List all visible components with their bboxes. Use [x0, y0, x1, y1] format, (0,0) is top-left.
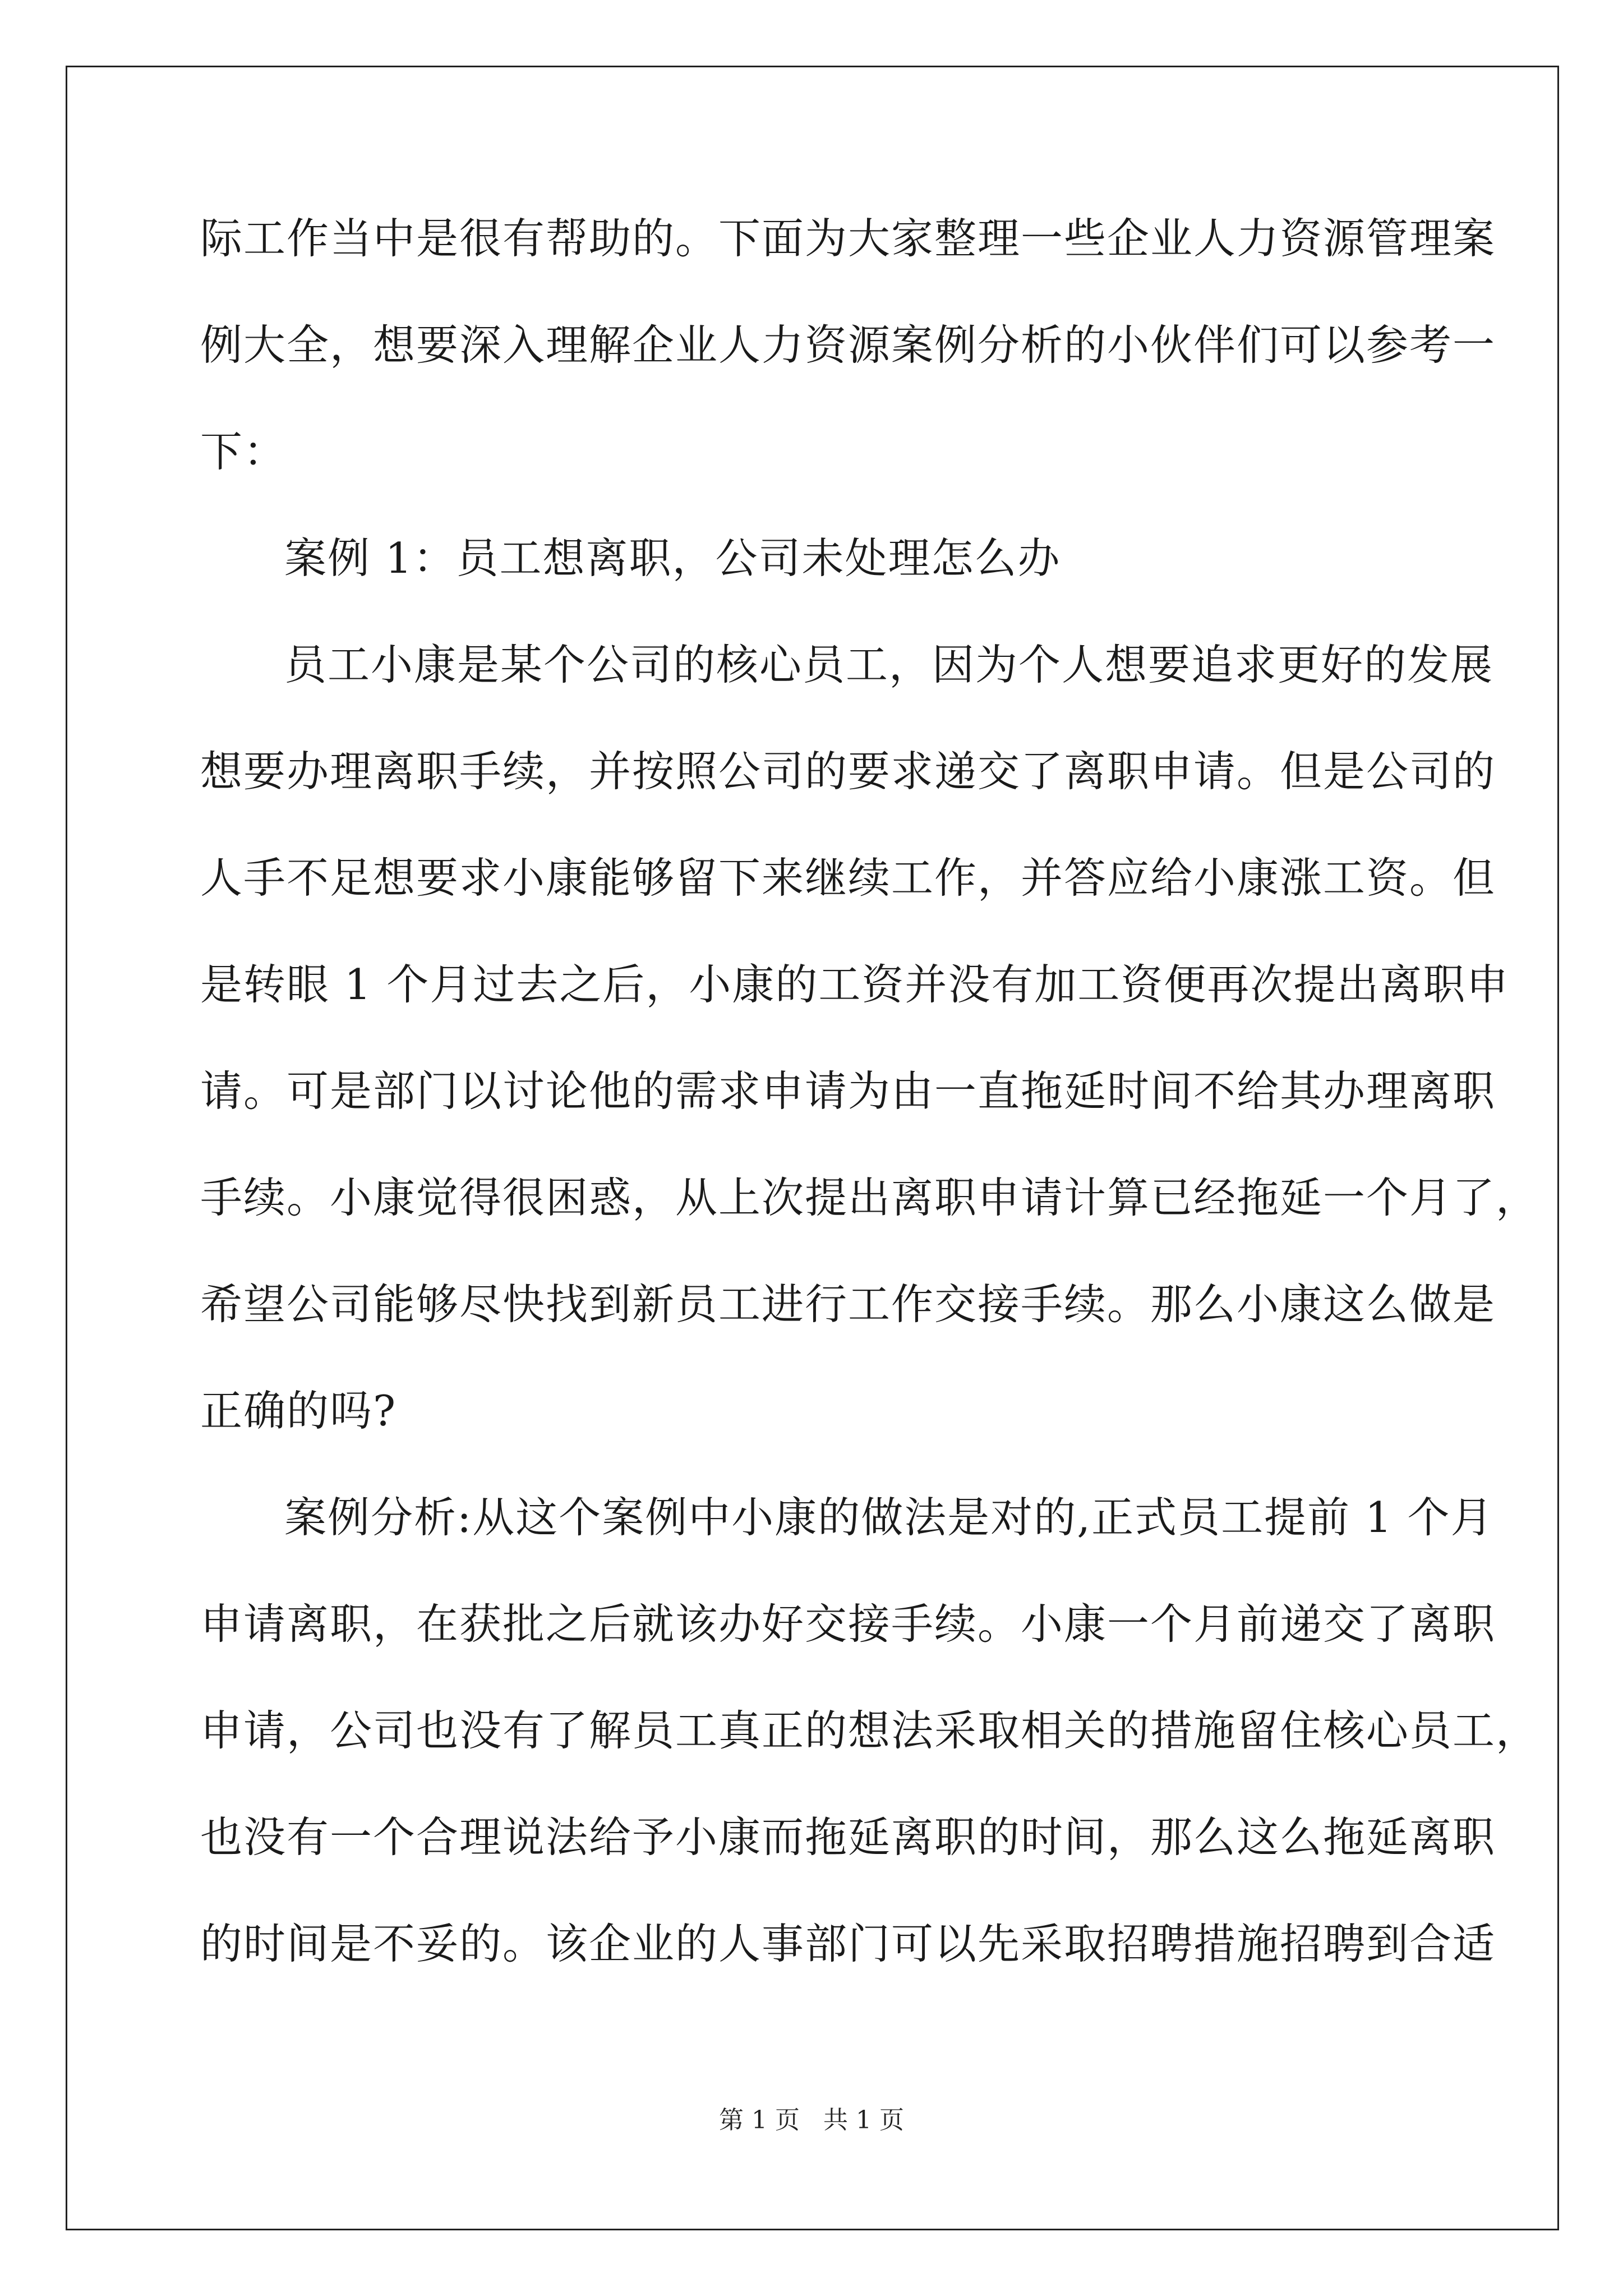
- text-line: 申请离职，在获批之后就该办好交接手续。小康一个月前递交了离职: [200, 1599, 1496, 1649]
- page-total: 共 1 页: [823, 2106, 904, 2134]
- text-line: 手续。小康觉得很困惑，从上次提出离职申请计算已经拖延一个月了，: [200, 1173, 1539, 1222]
- text-line: 请。可是部门以讨论他的需求申请为由一直拖延时间不给其办理离职: [200, 1066, 1496, 1116]
- text-line: 人手不足想要求小康能够留下来继续工作，并答应给小康涨工资。但: [200, 853, 1496, 903]
- text-line: 是转眼 1 个月过去之后，小康的工资并没有加工资便再次提出离职申: [200, 960, 1510, 1009]
- text-line: 际工作当中是很有帮助的。下面为大家整理一些企业人力资源管理案: [200, 214, 1496, 263]
- text-line: 申请，公司也没有了解员工真正的想法采取相关的措施留住核心员工，: [200, 1706, 1539, 1755]
- paragraph-start-line: 员工小康是某个公司的核心员工，因为个人想要追求更好的发展: [284, 640, 1494, 689]
- page-number: 第 1 页: [719, 2106, 800, 2134]
- text-line: 希望公司能够尽快找到新员工进行工作交接手续。那么小康这么做是: [200, 1280, 1496, 1329]
- page-footer: [0, 2104, 1623, 2137]
- case-heading: 案例 1：员工想离职，公司未处理怎么办: [284, 533, 1061, 583]
- text-line: 的时间是不妥的。该企业的人事部门可以先采取招聘措施招聘到合适: [200, 1919, 1496, 1968]
- document-body: [200, 210, 1539, 2022]
- text-line: 正确的吗?: [200, 1386, 397, 1435]
- text-line: 想要办理离职手续，并按照公司的要求递交了离职申请。但是公司的: [200, 747, 1496, 796]
- text-line: 也没有一个合理说法给予小康而拖延离职的时间，那么这么拖延离职: [200, 1812, 1496, 1862]
- text-line: 例大全，想要深入理解企业人力资源案例分析的小伙伴们可以参考一: [200, 320, 1496, 370]
- paragraph-start-line: 案例分析:从这个案例中小康的做法是对的,正式员工提前 1 个月: [284, 1493, 1494, 1542]
- text-line: 下：: [200, 427, 287, 476]
